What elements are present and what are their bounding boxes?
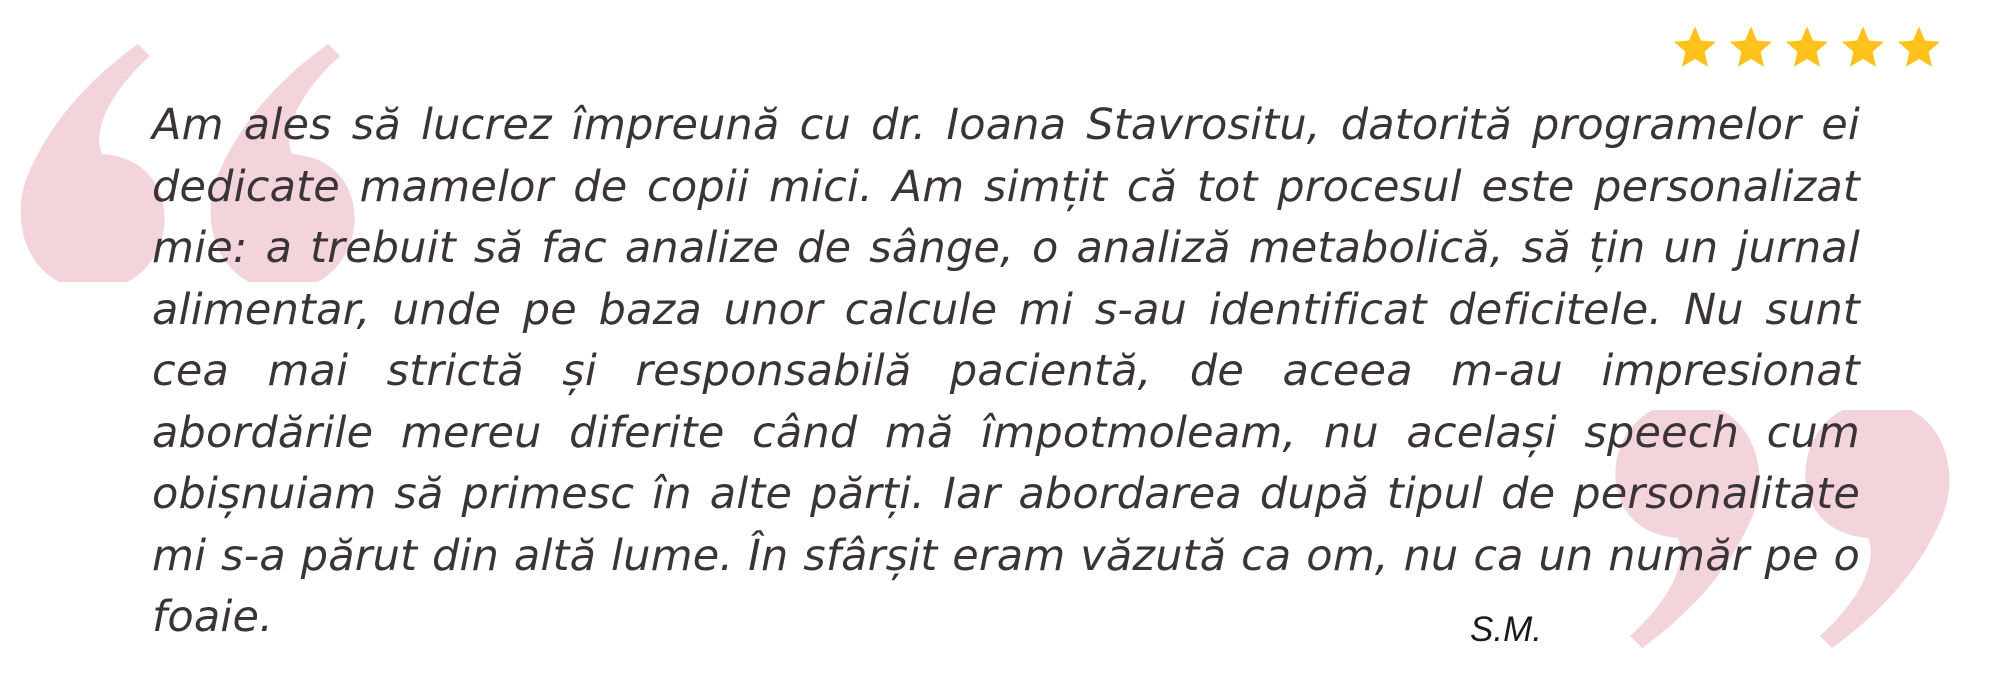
star-icon [1896,25,1942,69]
author-initials: S.M. [1470,610,1542,649]
star-icon [1784,25,1830,69]
star-icon [1672,25,1718,69]
star-icon [1840,25,1886,69]
star-icon [1728,25,1774,69]
star-rating [1672,25,1942,69]
testimonial-text: Am ales să lucrez împreună cu dr. Ioana Stavrositu, datorită programelor ei dedicate mamelor de copii mici. Am simțit că tot procesul este personalizat mie: a trebuit să fac analize de sânge, o analiză metabolică, să țin un jurnal alimentar, unde pe baza unor calcule mi s-au identificat deficitele. Nu sunt cea mai strictă și responsabilă pacientă, de aceea m-au impresionat abordările mereu diferite când mă împotmoleam, nu același speech cum obișnuiam să primesc în alte părți. Iar abordarea după tipul de personalitate mi s-a părut din altă lume. În sfârșit eram văzută ca om, nu ca un număr pe o foaie. [152,100,1860,642]
